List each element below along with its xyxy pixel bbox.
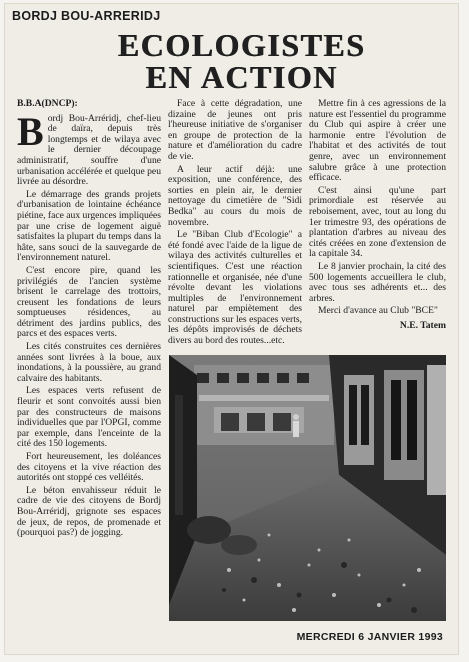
- paragraph: Les cités construites ces dernières années sont livrées à la boue, aux inondations, à la poussière, au grand calvaire des habitants.: [17, 341, 161, 384]
- paragraph: Mettre fin à ces agressions de la nature est l'essentiel du programme du Club qui aspire à créer une harmonie entre l'évolution de l'habitat et des activités de tout genre, avec un environnement salubre grâce à une protection efficace.: [309, 98, 446, 184]
- headline-line-2: EN ACTION: [145, 59, 338, 95]
- section-header: BORDJ BOU-ARRERIDJ: [12, 9, 161, 23]
- article-column-2: [168, 99, 302, 349]
- courtyard-photo-illustration: [169, 355, 446, 621]
- drop-cap: B: [17, 108, 44, 154]
- headline-line-1: ECOLOGISTES: [117, 27, 366, 63]
- paragraph: Le démarrage des grands projets d'urbanisation de lointaine échéance piétine, face aux urgences impliquées par une crise de logement aiguë satisfaites la plupart du temps dans la hâte, sans souci de la sauvegarde de l'environnement naturel.: [17, 188, 161, 264]
- article-column-1: [17, 99, 161, 541]
- author-signature: N.E. Tatem: [399, 319, 446, 331]
- paragraph: C'est encore pire, quand les privilégiés de l'ancien système brisent le carrelage des trottoirs, creusent les fondations de leurs somptueuses résidences, au détriment des jardins publics, des parcs et des espaces verts.: [17, 264, 161, 340]
- paragraph: A leur actif déjà: une exposition, une conférence, des sorties en plein air, le dernier nettoyage du cimetière de "Sidi Bedka" au cours du mois de novembre.: [168, 163, 302, 228]
- paragraph: Le béton envahisseur réduit le cadre de vie des citoyens de Bordj Bou-Arréridj, grignote ses espaces de jeux, de repos, de promenade et (pourquoi pas?) de jogging.: [17, 484, 161, 539]
- byline: B.B.A(DNCP):: [17, 98, 78, 109]
- paragraph: Le "Biban Club d'Ecologie" a été fondé avec l'aide de la ligue de wilaya des activités culturelles et scientifiques. C'est une réaction rationnelle et organisée, née d'une révolte devant les violations multiples de l'environnement naturel par empiètement des constructions sur les espaces verts, les dépôts improvisés de déchets divers au bord des routes...etc.: [168, 229, 302, 347]
- paragraph: Fort heureusement, les doléances des citoyens et la vive réaction des autorités ont stoppé ces velléités.: [17, 451, 161, 484]
- publication-date: MERCREDI 6 JANVIER 1993: [296, 631, 443, 643]
- newspaper-clipping: [4, 3, 459, 655]
- paragraph: Le 8 janvier prochain, la cité des 500 logements accueillera le club, avec tous ses adhérents et... des arbres.: [309, 260, 446, 304]
- article-column-3: [309, 99, 446, 331]
- paragraph: Face à cette dégradation, une dizaine de jeunes ont pris l'heureuse initiative de s'organiser en groupe de protection de la nature et d'amélioration du cadre de vie.: [168, 98, 302, 162]
- news-photo: [169, 355, 446, 621]
- paragraph: Merci d'avance au Club "BCE": [318, 305, 438, 317]
- paragraph: C'est ainsi qu'une part primordiale est réservée au reboisement, avec, tout au long du 1er trimestre 93, des opérations de plantation d'arbres au niveau des cités créées en zone d'extension de la capitale 34.: [309, 184, 446, 260]
- paragraph: Bordj Bou-Arréridj, chef-lieu de daïra, depuis très longtemps et de wilaya avec le dernier découpage administratif, souffre d'une urbanisation accélérée et quelque peu livrée au désordre.: [17, 108, 161, 188]
- paragraph: Les espaces verts refusent de fleurir et sont convoités aussi bien par des constructeurs de maisons individuelles que par l'OPGI, comme par exemple, dans l'enceinte de la cité des 150 logements.: [17, 385, 161, 450]
